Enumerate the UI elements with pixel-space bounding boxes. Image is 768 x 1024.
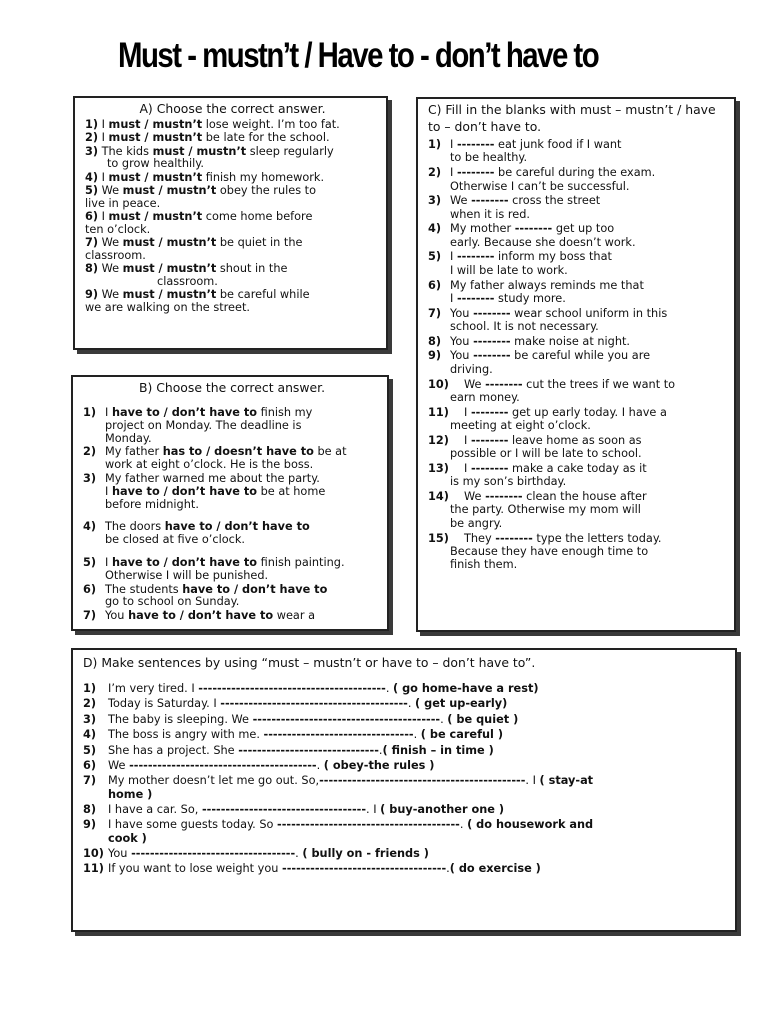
text-fragment: Today is Saturday. I xyxy=(108,697,221,711)
text-fragment: clean the house after xyxy=(522,490,647,504)
text-fragment: 2) xyxy=(428,166,442,180)
text-fragment: 7) xyxy=(85,236,99,250)
text-fragment: We xyxy=(98,288,123,302)
text-fragment: driving. xyxy=(450,362,493,376)
text-fragment: We xyxy=(450,194,472,208)
text-fragment: ----------------------------------- xyxy=(282,862,447,876)
section-d-box xyxy=(71,648,737,932)
worksheet-title: Must - mustn’t / Have to - don’t have to xyxy=(118,36,599,75)
text-fragment: 7) xyxy=(83,609,97,623)
text-fragment: ( do exercise ) xyxy=(449,862,541,876)
text-fragment: earn money. xyxy=(450,390,520,404)
text-fragment: I xyxy=(450,291,457,305)
text-fragment: live in peace. xyxy=(85,196,161,210)
exercise-item xyxy=(85,211,380,237)
text-fragment: . I xyxy=(525,774,540,788)
text-fragment: . xyxy=(407,697,416,711)
text-fragment: possible or I will be late to school. xyxy=(450,447,642,461)
text-fragment: 13) xyxy=(428,461,449,475)
text-fragment: -------- xyxy=(456,291,495,305)
text-fragment: must / mustn’t xyxy=(122,236,217,250)
text-fragment: My father warned me about the party. xyxy=(105,471,320,485)
exercise-item xyxy=(428,138,728,165)
text-fragment: You xyxy=(450,306,474,320)
text-fragment: We xyxy=(98,183,123,197)
text-fragment: make noise at night. xyxy=(510,334,631,348)
text-fragment: I xyxy=(98,210,109,224)
exercise-item xyxy=(83,610,381,623)
exercise-item xyxy=(83,803,729,816)
text-fragment: be careful while xyxy=(216,288,310,302)
text-fragment: cut the trees if we want to xyxy=(522,377,676,391)
text-fragment: must / mustn’t xyxy=(152,144,247,158)
text-fragment: classroom. xyxy=(157,275,218,289)
exercise-item xyxy=(83,682,729,695)
section-a-list xyxy=(85,119,380,315)
text-fragment: 1) xyxy=(83,682,97,695)
text-fragment: Monday. xyxy=(105,431,152,445)
text-fragment: ( bully on - friends ) xyxy=(302,846,429,860)
text-fragment: 5) xyxy=(85,183,99,197)
text-fragment: The doors xyxy=(105,520,165,534)
text-fragment: I xyxy=(464,405,471,419)
text-fragment: 8) xyxy=(85,262,99,276)
text-fragment: be at xyxy=(313,445,347,459)
text-fragment: 2) xyxy=(83,445,97,459)
text-fragment: finish them. xyxy=(450,558,518,572)
exercise-item xyxy=(83,473,381,511)
text-fragment: early. Because she doesn’t work. xyxy=(450,235,636,249)
exercise-item xyxy=(83,557,381,583)
text-fragment: we are walking on the street. xyxy=(85,301,250,315)
text-fragment: . I xyxy=(366,802,381,816)
text-fragment: cross the street xyxy=(508,194,601,208)
text-fragment: -------- xyxy=(471,194,509,208)
text-fragment: 10) xyxy=(428,377,449,391)
text-fragment: -------- xyxy=(470,433,509,447)
text-fragment: must / mustn’t xyxy=(122,183,217,197)
text-fragment: finish my homework. xyxy=(202,170,325,184)
exercise-item xyxy=(83,697,729,710)
text-fragment: If you want to lose weight you xyxy=(108,862,283,876)
text-fragment: before midnight. xyxy=(105,497,199,511)
exercise-item xyxy=(428,490,728,530)
text-fragment: home ) xyxy=(108,787,153,801)
text-fragment: The baby is sleeping. We xyxy=(108,712,253,726)
text-fragment: inform my boss that xyxy=(494,250,612,264)
text-fragment: I xyxy=(105,555,112,569)
text-fragment: They xyxy=(464,531,496,545)
text-fragment: ( obey-the rules ) xyxy=(323,758,435,772)
exercise-item xyxy=(83,446,381,472)
text-fragment: study more. xyxy=(494,291,566,305)
exercise-item xyxy=(85,237,380,263)
text-fragment: -------- xyxy=(485,490,523,504)
text-fragment: 10) xyxy=(83,846,104,860)
text-fragment: ------------------------------ xyxy=(238,743,379,757)
text-fragment: has to / doesn’t have to xyxy=(162,445,314,459)
exercise-item xyxy=(85,263,380,289)
text-fragment: school. It is not necessary. xyxy=(450,320,599,334)
text-fragment: The students xyxy=(105,582,183,596)
text-fragment: be at home xyxy=(257,484,326,498)
text-fragment: We xyxy=(98,236,123,250)
text-fragment: 3) xyxy=(83,471,97,485)
exercise-item xyxy=(428,222,728,249)
text-fragment: I xyxy=(105,484,112,498)
text-fragment: 11) xyxy=(428,405,449,419)
exercise-item xyxy=(83,759,729,772)
text-fragment: 14) xyxy=(428,490,449,504)
text-fragment: 1) xyxy=(85,118,99,131)
exercise-item xyxy=(428,250,728,277)
text-fragment: -------- xyxy=(470,405,509,419)
exercise-item xyxy=(83,818,729,844)
text-fragment: The boss is angry with me. xyxy=(108,728,264,742)
text-fragment: . xyxy=(385,682,393,695)
text-fragment: . xyxy=(440,712,448,726)
section-d-heading: D) Make sentences by using “must – mustn’t or have to – don’t have to”. xyxy=(83,655,536,670)
exercise-item xyxy=(83,847,729,860)
text-fragment: must / mustn’t xyxy=(122,288,217,302)
exercise-item xyxy=(83,728,729,741)
text-fragment: You xyxy=(105,609,129,623)
text-fragment: 9) xyxy=(83,818,97,832)
exercise-item xyxy=(83,713,729,726)
text-fragment: My father always reminds me that xyxy=(450,278,644,292)
exercise-item xyxy=(428,279,728,306)
text-fragment: when it is red. xyxy=(450,207,530,221)
text-fragment: --------------------------------------- xyxy=(277,818,460,832)
text-fragment: 7) xyxy=(83,774,97,788)
text-fragment: must / mustn’t xyxy=(108,170,203,184)
text-fragment: . xyxy=(378,743,383,757)
text-fragment: must / mustn’t xyxy=(108,131,203,145)
text-fragment: 8) xyxy=(428,334,442,348)
section-c-heading: C) Fill in the blanks with must – mustn’t / have to – don’t have to. xyxy=(428,102,716,134)
text-fragment: . xyxy=(446,862,450,876)
exercise-item xyxy=(428,194,728,221)
exercise-item xyxy=(85,185,380,211)
text-fragment: shout in the xyxy=(216,262,288,276)
text-fragment: ----------------------------------- xyxy=(131,846,296,860)
exercise-item xyxy=(428,532,728,572)
text-fragment: eat junk food if I want xyxy=(494,138,622,151)
text-fragment: -------- xyxy=(456,138,495,151)
text-fragment: 12) xyxy=(428,433,449,447)
text-fragment: be angry. xyxy=(450,516,503,530)
text-fragment: Otherwise I will be punished. xyxy=(105,568,269,582)
text-fragment: I xyxy=(98,118,109,131)
exercise-item xyxy=(428,462,728,489)
text-fragment: 4) xyxy=(83,520,97,534)
exercise-item xyxy=(85,146,380,172)
exercise-item xyxy=(83,774,729,800)
exercise-item xyxy=(83,862,729,875)
text-fragment: lose weight. I’m too fat. xyxy=(202,118,340,131)
text-fragment: 6) xyxy=(83,582,97,596)
text-fragment: ( get up-early) xyxy=(415,697,508,711)
text-fragment: 8) xyxy=(83,802,97,816)
text-fragment: ( finish – in time ) xyxy=(382,743,494,757)
text-fragment: sleep regularly xyxy=(246,144,334,158)
text-fragment: leave home as soon as xyxy=(508,433,642,447)
text-fragment: project on Monday. The deadline is xyxy=(105,418,302,432)
exercise-item xyxy=(428,378,728,405)
section-b-list xyxy=(83,407,381,623)
text-fragment: be quiet in the xyxy=(216,236,303,250)
section-c-box xyxy=(416,97,736,632)
text-fragment: . xyxy=(459,818,468,832)
text-fragment: -------- xyxy=(473,334,511,348)
text-fragment: have to / don’t have to xyxy=(182,582,328,596)
section-c-list xyxy=(428,138,728,572)
text-fragment: -------- xyxy=(514,222,553,236)
text-fragment: The kids xyxy=(98,144,153,158)
exercise-item xyxy=(428,166,728,193)
text-fragment: . xyxy=(295,846,303,860)
text-fragment: wear school uniform in this xyxy=(510,306,668,320)
text-fragment: come home before xyxy=(202,210,313,224)
text-fragment: 6) xyxy=(83,758,97,772)
text-fragment: -------- xyxy=(470,461,509,475)
text-fragment: 5) xyxy=(83,743,97,757)
text-fragment: My father xyxy=(105,445,163,459)
exercise-item xyxy=(85,172,380,185)
exercise-item xyxy=(83,521,381,547)
text-fragment: cook ) xyxy=(108,831,147,845)
text-fragment: . xyxy=(316,758,324,772)
text-fragment: must / mustn’t xyxy=(108,118,203,131)
section-d-list xyxy=(83,682,729,876)
text-fragment: must / mustn’t xyxy=(108,210,203,224)
text-fragment: -------- xyxy=(456,250,495,264)
text-fragment: 3) xyxy=(83,712,97,726)
text-fragment: have to / don’t have to xyxy=(111,406,258,419)
text-fragment: have to / don’t have to xyxy=(111,555,258,569)
text-fragment: ---------------------------------------- xyxy=(220,697,408,711)
exercise-item xyxy=(428,335,728,348)
text-fragment: have to / don’t have to xyxy=(128,609,274,623)
text-fragment: -------------------------------------------- xyxy=(319,774,526,788)
exercise-item xyxy=(428,434,728,461)
text-fragment: 5) xyxy=(428,250,442,264)
text-fragment: 9) xyxy=(428,349,442,363)
text-fragment: ---------------------------------------- xyxy=(198,682,386,695)
text-fragment: be closed at five o’clock. xyxy=(105,533,245,547)
exercise-item xyxy=(85,132,380,145)
text-fragment: finish my xyxy=(257,406,313,419)
section-b-box xyxy=(71,375,389,631)
text-fragment: My mother xyxy=(450,222,515,236)
text-fragment: ---------------------------------------- xyxy=(129,758,317,772)
text-fragment: I have a car. So, xyxy=(108,802,202,816)
exercise-item xyxy=(428,406,728,433)
text-fragment: 4) xyxy=(83,728,97,742)
text-fragment: be careful while you are xyxy=(510,349,651,363)
section-b-heading: B) Choose the correct answer. xyxy=(138,380,326,395)
text-fragment: have to / don’t have to xyxy=(164,520,310,534)
text-fragment: meeting at eight o’clock. xyxy=(450,419,591,433)
text-fragment: make a cake today as it xyxy=(508,461,647,475)
text-fragment: ( be quiet ) xyxy=(447,712,519,726)
exercise-item xyxy=(83,407,381,445)
text-fragment: ( buy-another one ) xyxy=(380,802,505,816)
text-fragment: 6) xyxy=(428,278,442,292)
text-fragment: -------- xyxy=(473,306,511,320)
text-fragment: get up too xyxy=(552,222,615,236)
text-fragment: My mother doesn’t let me go out. So, xyxy=(108,774,320,788)
text-fragment: I will be late to work. xyxy=(450,263,568,277)
text-fragment: ten o’clock. xyxy=(85,222,151,236)
text-fragment: I have some guests today. So xyxy=(108,818,278,832)
text-fragment: 4) xyxy=(428,222,442,236)
text-fragment: to grow healthily. xyxy=(107,157,204,171)
text-fragment: We xyxy=(464,377,486,391)
text-fragment: the party. Otherwise my mom will xyxy=(450,503,641,517)
text-fragment: have to / don’t have to xyxy=(111,484,258,498)
text-fragment: Otherwise I can’t be successful. xyxy=(450,179,630,193)
text-fragment: She has a project. She xyxy=(108,743,239,757)
text-fragment: classroom. xyxy=(85,248,146,262)
text-fragment: go to school on Sunday. xyxy=(105,595,240,609)
text-fragment: ( stay-at xyxy=(539,774,594,788)
exercise-item xyxy=(83,744,729,757)
text-fragment: I xyxy=(98,131,109,145)
text-fragment: I xyxy=(464,433,471,447)
text-fragment: work at eight o’clock. He is the boss. xyxy=(105,458,314,472)
text-fragment: -------- xyxy=(456,166,495,180)
text-fragment: -------- xyxy=(473,349,511,363)
text-fragment: be late for the school. xyxy=(202,131,330,145)
text-fragment: You xyxy=(450,349,474,363)
text-fragment: . xyxy=(413,728,421,742)
text-fragment: I xyxy=(450,138,457,151)
text-fragment: 3) xyxy=(428,194,442,208)
text-fragment: 6) xyxy=(85,210,99,224)
text-fragment: I xyxy=(98,170,109,184)
text-fragment: type the letters today. xyxy=(532,531,662,545)
text-fragment: 2) xyxy=(85,131,99,145)
text-fragment: ----------------------------------- xyxy=(201,802,367,816)
text-fragment: 4) xyxy=(85,170,99,184)
text-fragment: 5) xyxy=(83,555,97,569)
text-fragment: 3) xyxy=(85,144,99,158)
text-fragment: ( be careful ) xyxy=(420,728,504,742)
text-fragment: 11) xyxy=(83,862,104,876)
text-fragment: You xyxy=(108,846,132,860)
text-fragment: -------- xyxy=(485,377,523,391)
text-fragment: -------- xyxy=(495,531,533,545)
text-fragment: -------------------------------- xyxy=(263,728,414,742)
section-a-heading: A) Choose the correct answer. xyxy=(139,101,326,116)
text-fragment: ( go home-have a rest) xyxy=(393,682,539,695)
text-fragment: I’m very tired. I xyxy=(108,682,199,695)
text-fragment: We xyxy=(108,758,130,772)
text-fragment: I xyxy=(450,250,457,264)
section-a-box xyxy=(73,96,388,350)
text-fragment: I xyxy=(450,166,457,180)
text-fragment: You xyxy=(450,334,474,348)
text-fragment: be careful during the exam. xyxy=(494,166,656,180)
text-fragment: 1) xyxy=(83,406,97,419)
text-fragment: wear a xyxy=(273,609,316,623)
text-fragment: 9) xyxy=(85,288,99,302)
text-fragment: ( do housework and xyxy=(467,818,594,832)
text-fragment: I xyxy=(105,406,112,419)
exercise-item xyxy=(85,119,380,132)
text-fragment: ---------------------------------------- xyxy=(252,712,441,726)
text-fragment: 15) xyxy=(428,531,449,545)
text-fragment: to be healthy. xyxy=(450,151,528,165)
text-fragment: 2) xyxy=(83,697,97,711)
text-fragment: 1) xyxy=(428,138,442,151)
exercise-item xyxy=(428,307,728,334)
text-fragment: finish painting. xyxy=(257,555,345,569)
text-fragment: is my son’s birthday. xyxy=(450,475,567,489)
text-fragment: I xyxy=(464,461,471,475)
text-fragment: We xyxy=(98,262,123,276)
text-fragment: 7) xyxy=(428,306,442,320)
exercise-item xyxy=(83,584,381,610)
text-fragment: obey the rules to xyxy=(216,183,317,197)
exercise-item xyxy=(428,349,728,376)
text-fragment: get up early today. I have a xyxy=(508,405,667,419)
text-fragment: must / mustn’t xyxy=(122,262,217,276)
text-fragment: We xyxy=(464,490,486,504)
exercise-item xyxy=(85,289,380,315)
text-fragment: Because they have enough time to xyxy=(450,544,649,558)
